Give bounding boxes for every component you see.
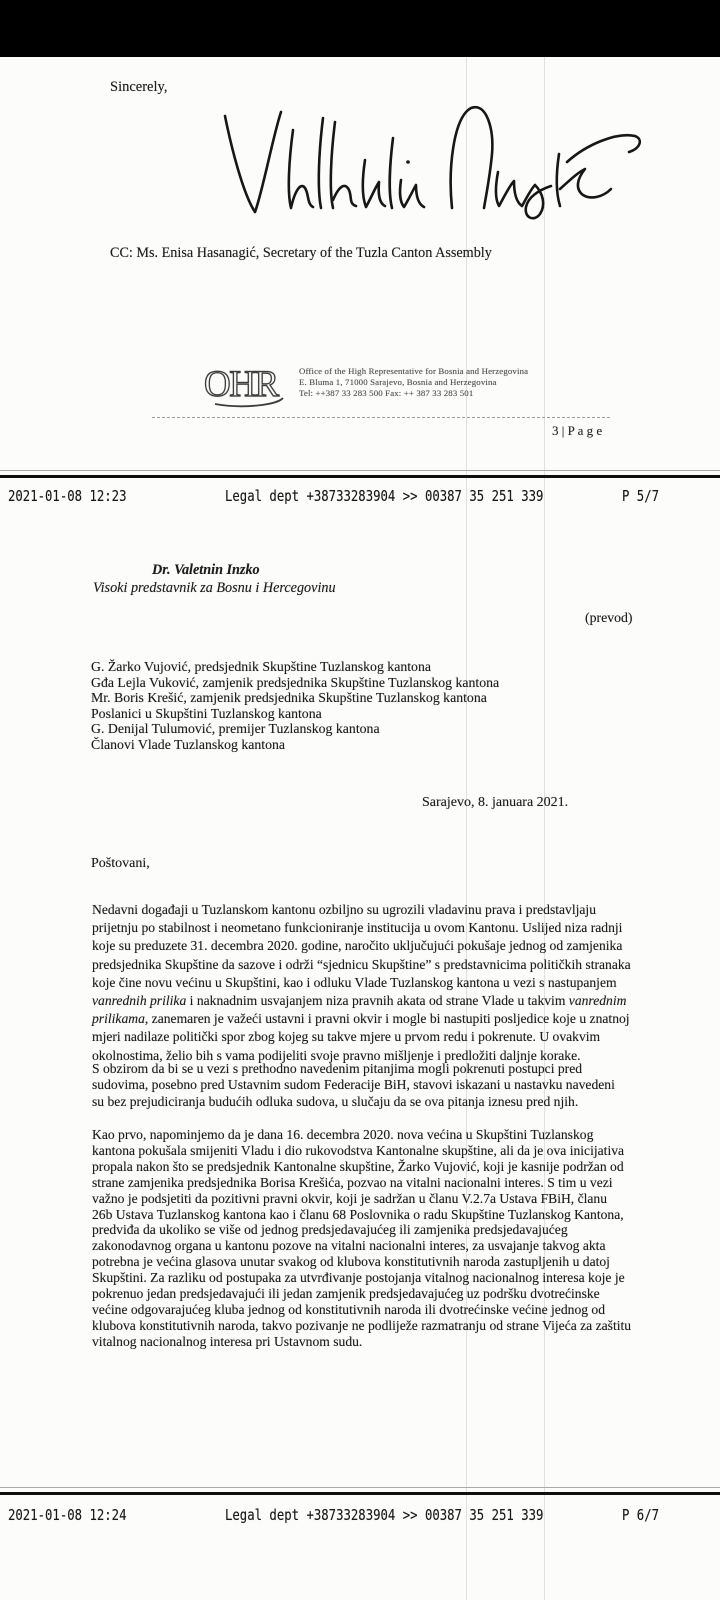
footer-rule — [152, 417, 610, 418]
body-paragraph-2 — [92, 1061, 670, 1110]
paragraph-line: propala nakon što se predsjednik Kantonalne skupštine, Žarko Vujović, koji je kasnije podržan od — [92, 1158, 624, 1174]
sender-name: Dr. Valetnin Inzko — [152, 562, 260, 578]
dateline: Sarajevo, 8. januara 2021. — [422, 795, 569, 810]
paragraph-line: potrebna je većina glasova unutar svakog od klubova konstitutivnih naroda zastupljenih u datoj — [92, 1254, 610, 1270]
paragraph-line: su bez prejudiciranja budućih odluka sudova, u slučaju da se ova pitanja iznesu pred njih. — [92, 1093, 579, 1109]
paragraph-line: predviđa da ukoliko se više od jednog predsjedavajućeg ili zamjenika predsjedavajućeg — [92, 1222, 568, 1238]
letterhead-logo — [203, 362, 297, 417]
ohr-logo-icon — [203, 362, 297, 412]
paragraph-line: Nedavni događaji u Tuzlanskom kantonu ozbiljno su ugrozili vladavinu prava i predstavljaju — [92, 902, 597, 917]
letterhead-address — [299, 366, 528, 398]
body-paragraph-3 — [92, 1127, 670, 1350]
letterhead-address-line: Tel: ++387 33 283 500 Fax: ++ 387 33 283 501 — [299, 387, 474, 398]
fax-header — [0, 487, 720, 507]
paragraph-line: koje čine novu većinu u Skupštini, kao i odluku Vlade Tuzlanskog kantona u vezi s nastupanjem — [92, 974, 617, 990]
paragraph-line: vitalnog nacionalnog interesa pri Ustavnom sudu. — [92, 1333, 363, 1349]
fax-page-indicator: P 6/7 — [622, 1506, 660, 1524]
ohr-logo-text: OHR — [204, 364, 278, 405]
paragraph-line: S obzirom da bi se u vezi s prethodno navedenim pitanjima mogli pokrenuti postupci pred — [92, 1061, 583, 1076]
paragraph-line: okolnostima, želio bih s vama podijeliti svoje pravno mišljenje i predložiti daljnje korake. — [92, 1047, 581, 1063]
fax-line-info: Legal dept +38733283904 >> 00387 35 251 339 — [225, 487, 544, 505]
paragraph-line: prijetnju po stabilnost i neometano funkcioniranje institucija u ovom Kantonu. Uslijed niza radnji — [92, 920, 623, 936]
scan-black-bar — [0, 0, 720, 57]
paragraph-line: strane zamjenika predsjednika Borisa Krešića, pozvao na vitalni nacionalni interes. S tim u vezi — [92, 1174, 613, 1190]
recipient-line: G. Žarko Vujović, predsjednik Skupštine Tuzlanskog kantona — [91, 659, 431, 674]
fax-page-indicator: P 5/7 — [622, 487, 660, 505]
paragraph-line: važno je podsjetiti da pozitivni pravni okvir, koji je sadržan u članu V.2.7a Ustava FBiH, članu — [92, 1190, 608, 1206]
paragraph-line: klubova konstitutivnih naroda, takvo pozivanje ne podliježe razmatranju od strane Vijeća za zaštitu — [92, 1317, 632, 1333]
paragraph-line: vanrednih prilika i naknadnim usvajanjem niza pravnih akata od strane Vlade u takvim vanrednim — [92, 993, 627, 1009]
recipient-list — [91, 659, 499, 752]
letterhead-address-line: Office of the High Representative for Bosnia and Herzegovina — [299, 366, 529, 376]
paragraph-line: kantona pokušala smijeniti Vladu i dio rukovodstva Kantonalne skupštine, ali da je ova inicijativa — [92, 1142, 625, 1158]
fax-separator-thin — [0, 1487, 720, 1488]
paragraph-line: 26b Ustava Tuzlanskog kantona kao i članu 68 Poslovnika o radu Skupštine Tuzlanskog Kantona, — [92, 1206, 624, 1222]
salutation: Poštovani, — [91, 856, 150, 871]
fax-line-info: Legal dept +38733283904 >> 00387 35 251 339 — [225, 1506, 544, 1524]
recipient-line: Gđa Lejla Vuković, zamjenik predsjednika Skupštine Tuzlanskog kantona — [91, 674, 500, 690]
sender-title: Visoki predstavnik za Bosnu i Hercegovinu — [93, 580, 336, 596]
translation-note: (prevod) — [585, 610, 633, 625]
scan-artifact-vertical-line — [544, 57, 545, 1600]
recipient-line: Poslanici u Skupštini Tuzlanskog kantona — [91, 705, 322, 721]
paragraph-line: zakonodavnog organa u kantonu pozove na vitalni nacionalni interes, za usvajanje takvog akta — [92, 1238, 606, 1254]
recipient-line: G. Denijal Tulumović, premijer Tuzlanskog kantona — [91, 721, 380, 736]
fax-separator-thin — [0, 470, 720, 471]
signature-image — [215, 102, 645, 237]
fax-timestamp: 2021-01-08 12:24 — [8, 1506, 127, 1524]
body-paragraph-1 — [92, 901, 670, 1065]
fax-timestamp: 2021-01-08 12:23 — [8, 487, 127, 505]
paragraph-line: prilikama, zanemaren je važeći ustavni i pravni okvir i mogle bi nastupiti posljedice koje u znatnoj — [92, 1011, 630, 1027]
page-number: 3 | P a g e — [552, 423, 603, 438]
fax-separator-thick — [0, 475, 720, 478]
cc-line: CC: Ms. Enisa Hasanagić, Secretary of the Tuzla Canton Assembly — [110, 245, 492, 261]
paragraph-line: koje su preduzete 31. decembra 2020. godine, naročito uključujući pokušaje jednog od zamjenika — [92, 938, 623, 954]
letterhead-address-line: E. Bluma 1, 71000 Sarajevo, Bosnia and Herzegovina — [299, 376, 497, 387]
paragraph-line: mjeri nadilaze politički spor zbog kojeg su takve mjere u prvom redu i pokrenute. U ovakvim — [92, 1029, 601, 1045]
paragraph-line: većine odgovarajućeg kluba jednog od konstitutivnih naroda ili dvotrećinske većine jednog od — [92, 1301, 606, 1317]
paragraph-line: Skupštini. Za razliku od postupaka za utvrđivanje postojanja vitalnog nacionalnog interesa koje je — [92, 1270, 625, 1286]
scan-artifact-vertical-line — [466, 57, 467, 1600]
paragraph-line: predsjednika Skupštine da sazove i održi “sjednicu Skupštine” s predstavnicima političkih stranaka — [92, 956, 631, 972]
recipient-line: Mr. Boris Krešić, zamjenik predsjednika Skupštine Tuzlanskog kantona — [91, 690, 487, 705]
paragraph-line: pokrenuo jedan predsjedavajući ili jedan zamjenik predsjedavajućeg uz podršku dvotrećinske — [92, 1286, 600, 1302]
fax-header — [0, 1506, 720, 1526]
paragraph-line: Kao prvo, napominjemo da je dana 16. decembra 2020. nova većina u Skupštini Tuzlanskog — [92, 1127, 594, 1142]
closing-salutation: Sincerely, — [110, 79, 168, 95]
signature — [215, 102, 645, 242]
fax-separator-thick — [0, 1492, 720, 1495]
recipient-line: Članovi Vlade Tuzlanskog kantona — [91, 736, 286, 752]
paragraph-line: sudovima, posebno pred Ustavnim sudom Federacije BiH, stavovi iskazani u nastavku navedeni — [92, 1077, 615, 1093]
